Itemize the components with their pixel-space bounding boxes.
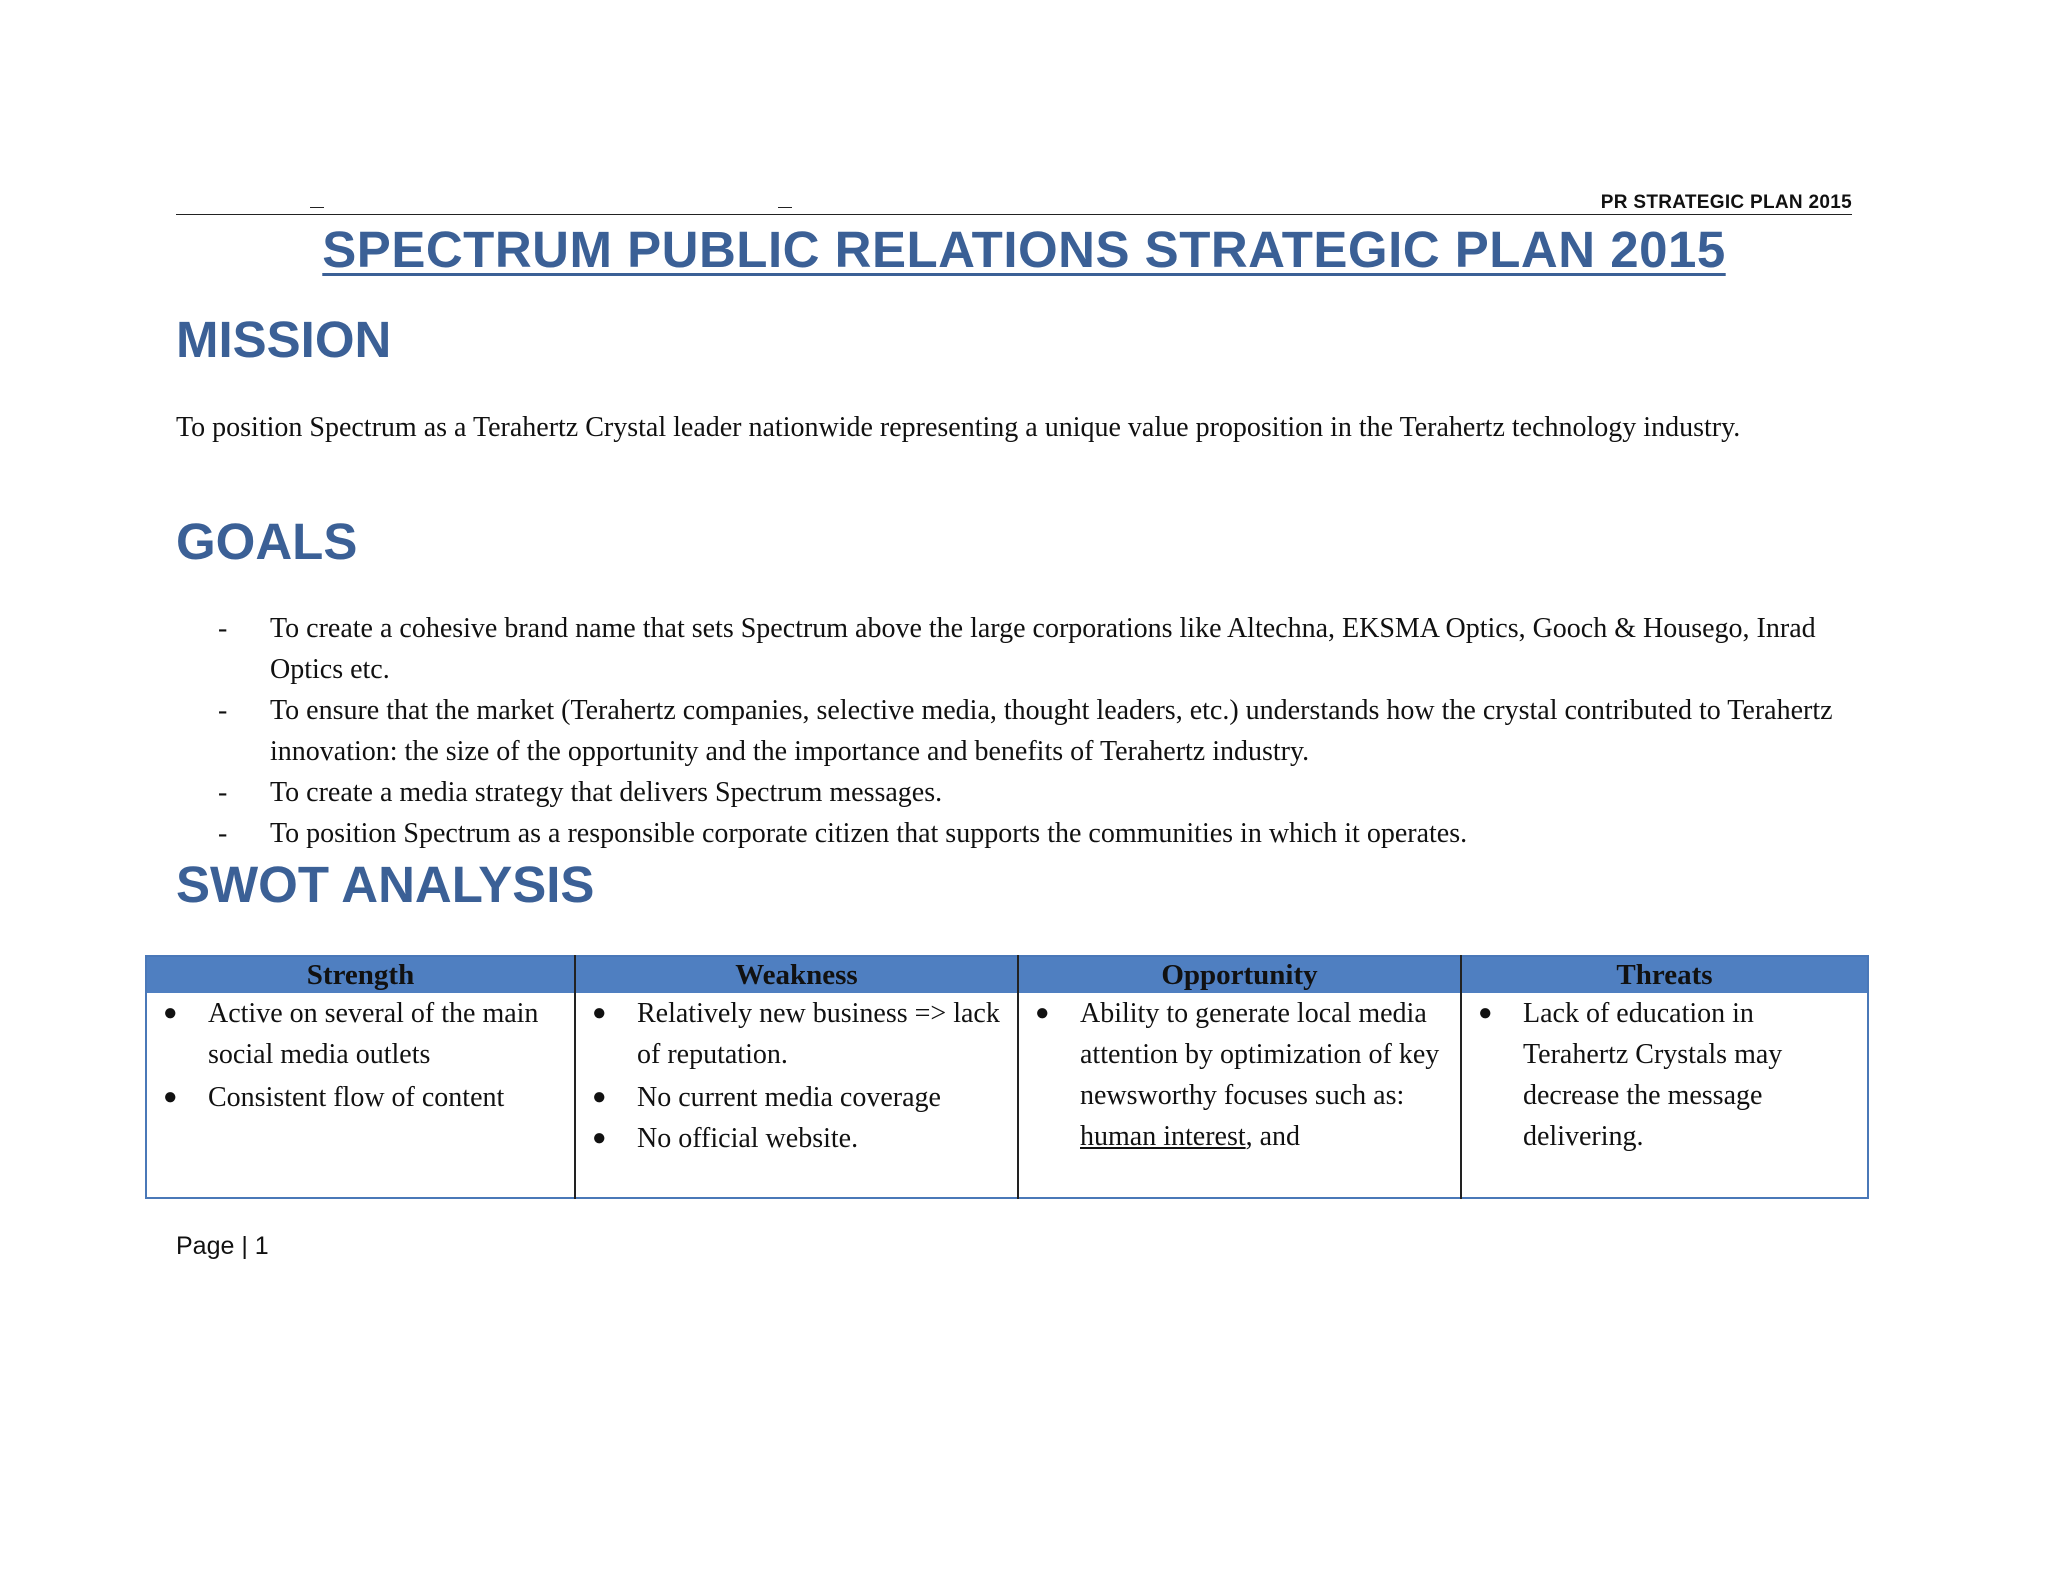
goal-text: To create a cohesive brand name that sets Spectrum above the large corporations like Altechna, EKSMA Optics, Gooch & Housego, Inrad Optics etc. [270, 613, 1816, 685]
weakness-text: No current media coverage [637, 1082, 941, 1113]
header-rule-mark [778, 207, 792, 208]
goals-heading: GOALS [176, 513, 358, 570]
threats-list [1470, 993, 1859, 1157]
list-dash: - [218, 818, 228, 849]
bullet-icon: ● [592, 1000, 607, 1026]
bullet-icon: ● [163, 1084, 178, 1110]
running-header: PR STRATEGIC PLAN 2015 [1600, 192, 1852, 213]
swot-heading: SWOT ANALYSIS [176, 856, 595, 913]
column-header-opportunity: Opportunity [1018, 956, 1461, 993]
list-item [584, 993, 1009, 1075]
goals-list [176, 608, 1856, 854]
goal-text: To position Spectrum as a responsible corporate citizen that supports the communities in which it operates. [270, 818, 1468, 849]
bullet-icon: ● [1035, 1000, 1050, 1026]
goal-item [176, 690, 1856, 772]
column-header-strength: Strength [146, 956, 575, 993]
bullet-icon: ● [592, 1084, 607, 1110]
opportunity-text: Ability to generate local media attention by optimization of key newsworthy focuses such as: [1080, 998, 1440, 1111]
opportunity-list [1027, 993, 1452, 1157]
column-header-weakness: Weakness [575, 956, 1018, 993]
list-item [155, 993, 566, 1075]
document-title: SPECTRUM PUBLIC RELATIONS STRATEGIC PLAN 2015 [322, 221, 1726, 278]
list-item [584, 1118, 1009, 1159]
opportunity-underlined-text: human interest [1080, 1121, 1246, 1152]
weakness-cell [575, 993, 1018, 1198]
weakness-list [584, 993, 1009, 1159]
strength-list [155, 993, 566, 1118]
threats-text: Lack of education in Terahertz Crystals may decrease the message delivering. [1523, 998, 1783, 1152]
swot-table [145, 955, 1869, 1199]
list-item [1470, 993, 1859, 1157]
goal-item [176, 608, 1856, 690]
swot-content-row [146, 993, 1868, 1198]
strength-cell [146, 993, 575, 1198]
list-item [155, 1077, 566, 1118]
mission-text: To position Spectrum as a Terahertz Crystal leader nationwide representing a unique value proposition in the Terahertz technology industry. [176, 412, 1741, 443]
list-dash: - [218, 777, 228, 808]
weakness-text: No official website. [637, 1123, 859, 1154]
bullet-icon: ● [163, 1000, 178, 1026]
bullet-icon: ● [592, 1125, 607, 1151]
strength-text: Consistent flow of content [208, 1082, 505, 1113]
goal-text: To ensure that the market (Terahertz companies, selective media, thought leaders, etc.) understands how the crystal contributed to Terahertz innovation: the size of the opportunity and the importance and benefits of Terahertz industry. [270, 695, 1833, 767]
strength-text: Active on several of the main social media outlets [208, 998, 539, 1070]
bullet-icon: ● [1478, 1000, 1493, 1026]
column-header-threats: Threats [1461, 956, 1868, 993]
list-dash: - [218, 613, 228, 644]
mission-heading: MISSION [176, 311, 392, 368]
opportunity-cell [1018, 993, 1461, 1198]
header-rule-mark [310, 207, 324, 208]
swot-header-row [146, 956, 1868, 993]
list-item [1027, 993, 1452, 1157]
threats-cell [1461, 993, 1868, 1198]
list-item [584, 1077, 1009, 1118]
goal-item [176, 772, 1856, 813]
list-dash: - [218, 695, 228, 726]
goal-text: To create a media strategy that delivers Spectrum messages. [270, 777, 943, 808]
goal-item [176, 813, 1856, 854]
opportunity-tail-text: , and [1245, 1121, 1301, 1152]
weakness-text: Relatively new business => lack of reputation. [637, 998, 1000, 1070]
page-number: Page | 1 [176, 1232, 269, 1260]
header-rule [176, 214, 1852, 215]
